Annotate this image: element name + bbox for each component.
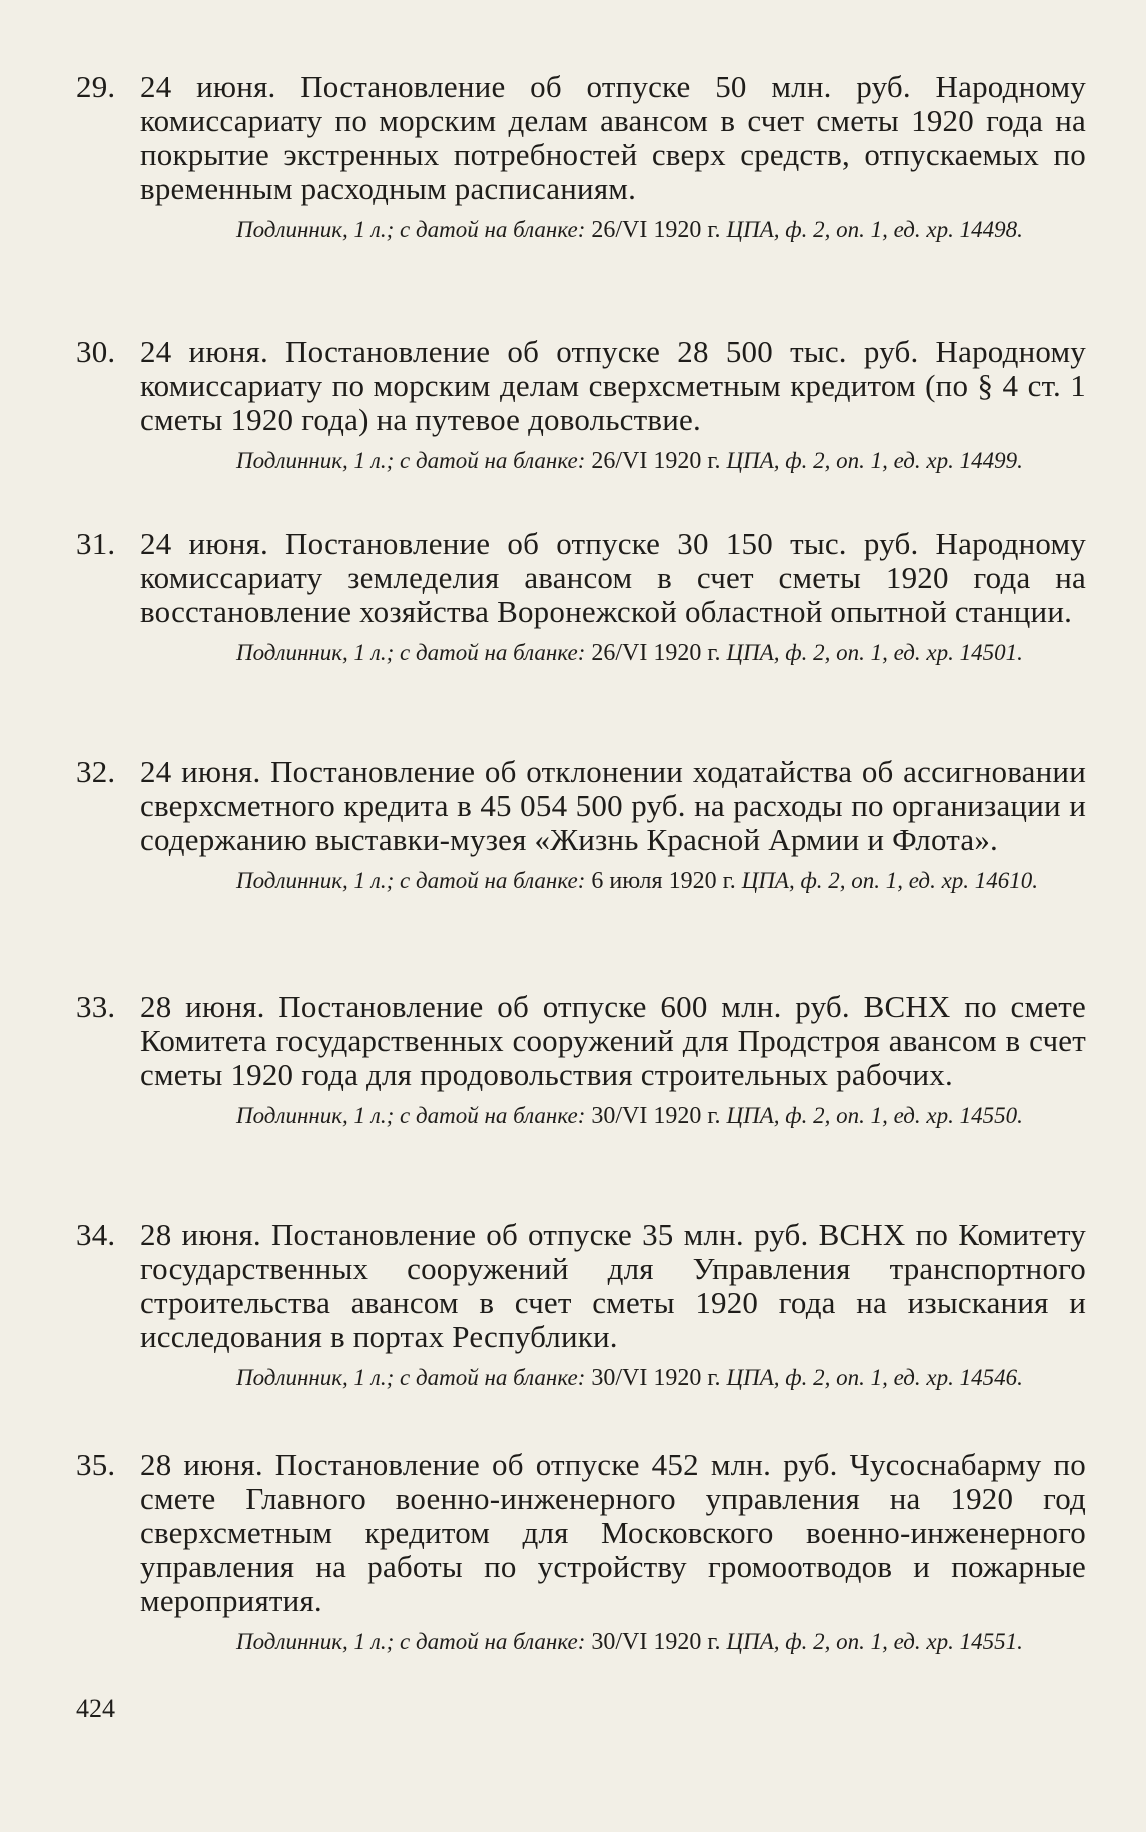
source-date: 30/VI 1920 г. bbox=[585, 1629, 727, 1655]
source-description: Подлинник, 1 л.; с датой на бланке: bbox=[236, 1629, 586, 1654]
entry-number: 33. bbox=[76, 989, 116, 1024]
entry-source bbox=[236, 1102, 1086, 1130]
entry-text: 24 июня. Постановление об отклонении ходатайства об ассигновании сверхсметного кредита в 45 054 500 руб. на расходы по организации и содержанию выставки-музея «Жизнь Красной Армии и Флота». bbox=[140, 754, 1086, 857]
source-archive: ЦПА, ф. 2, оп. 1, ед. хр. 14499. bbox=[726, 448, 1023, 473]
entry-number: 34. bbox=[76, 1217, 116, 1252]
entry-30 bbox=[76, 335, 1086, 475]
entry-34 bbox=[76, 1218, 1086, 1392]
entry-source bbox=[236, 216, 1086, 244]
entry-source bbox=[236, 1364, 1086, 1392]
source-description: Подлинник, 1 л.; с датой на бланке: bbox=[236, 448, 586, 473]
entry-33 bbox=[76, 990, 1086, 1130]
source-description: Подлинник, 1 л.; с датой на бланке: bbox=[236, 868, 586, 893]
entry-text: 24 июня. Постановление об отпуске 28 500 тыс. руб. Народному комиссариату по морским делам сверхсметным кредитом (по § 4 ст. 1 сметы 1920 года) на путевое довольствие. bbox=[140, 334, 1086, 437]
source-description: Подлинник, 1 л.; с датой на бланке: bbox=[236, 1365, 586, 1390]
source-date: 26/VI 1920 г. bbox=[585, 448, 727, 474]
entry-heading bbox=[76, 1218, 1086, 1354]
source-archive: ЦПА, ф. 2, оп. 1, ед. хр. 14610. bbox=[741, 868, 1039, 893]
entry-35 bbox=[76, 1448, 1086, 1656]
source-archive: ЦПА, ф. 2, оп. 1, ед. хр. 14551. bbox=[726, 1629, 1023, 1654]
entry-text: 24 июня. Постановление об отпуске 50 млн. руб. Народному комиссариату по морским делам авансом в счет сметы 1920 года на покрытие экстренных потребностей сверх средств, отпускаемых по временным расходным расписаниям. bbox=[140, 69, 1086, 206]
source-date: 30/VI 1920 г. bbox=[585, 1365, 727, 1391]
source-description: Подлинник, 1 л.; с датой на бланке: bbox=[236, 1103, 586, 1128]
entry-text: 28 июня. Постановление об отпуске 600 млн. руб. ВСНХ по смете Комитета государственных сооружений для Продстроя авансом в счет сметы 1920 года для продовольствия строительных рабочих. bbox=[140, 989, 1086, 1092]
entry-32 bbox=[76, 755, 1086, 895]
entry-heading bbox=[76, 990, 1086, 1092]
entry-heading bbox=[76, 755, 1086, 857]
entry-number: 30. bbox=[76, 334, 116, 369]
entry-text: 24 июня. Постановление об отпуске 30 150 тыс. руб. Народному комиссариату земледелия авансом в счет сметы 1920 года на восстановление хозяйства Воронежской областной опытной станции. bbox=[140, 526, 1086, 629]
entry-text: 28 июня. Постановление об отпуске 35 млн. руб. ВСНХ по Комитету государственных сооружений для Управления транспортного строительства авансом в счет сметы 1920 года на изыскания и исследования в портах Республики. bbox=[140, 1217, 1086, 1354]
source-date: 30/VI 1920 г. bbox=[585, 1103, 727, 1129]
entry-number: 35. bbox=[76, 1447, 116, 1482]
source-date: 6 июля 1920 г. bbox=[585, 868, 742, 894]
entry-number: 31. bbox=[76, 526, 116, 561]
source-description: Подлинник, 1 л.; с датой на бланке: bbox=[236, 217, 586, 242]
source-description: Подлинник, 1 л.; с датой на бланке: bbox=[236, 640, 586, 665]
entry-heading bbox=[76, 335, 1086, 437]
entry-heading bbox=[76, 70, 1086, 206]
entry-number: 32. bbox=[76, 754, 116, 789]
entry-source bbox=[236, 447, 1086, 475]
entry-source bbox=[236, 867, 1086, 895]
entry-number: 29. bbox=[76, 69, 116, 104]
entry-heading bbox=[76, 1448, 1086, 1618]
entry-29 bbox=[76, 70, 1086, 244]
source-date: 26/VI 1920 г. bbox=[585, 640, 727, 666]
source-archive: ЦПА, ф. 2, оп. 1, ед. хр. 14501. bbox=[726, 640, 1023, 665]
entry-heading bbox=[76, 527, 1086, 629]
page-number: 424 bbox=[76, 1694, 115, 1723]
entry-31 bbox=[76, 527, 1086, 667]
entry-text: 28 июня. Постановление об отпуске 452 млн. руб. Чусоснабарму по смете Главного военно-инженерного управления на 1920 год сверхсметным кредитом для Московского военно-инженерного управления на работы по устройству громоотводов и пожарные мероприятия. bbox=[140, 1447, 1086, 1618]
source-date: 26/VI 1920 г. bbox=[585, 217, 727, 243]
entry-source bbox=[236, 1628, 1086, 1656]
entry-source bbox=[236, 639, 1086, 667]
source-archive: ЦПА, ф. 2, оп. 1, ед. хр. 14546. bbox=[726, 1365, 1023, 1390]
source-archive: ЦПА, ф. 2, оп. 1, ед. хр. 14498. bbox=[726, 217, 1023, 242]
source-archive: ЦПА, ф. 2, оп. 1, ед. хр. 14550. bbox=[726, 1103, 1023, 1128]
